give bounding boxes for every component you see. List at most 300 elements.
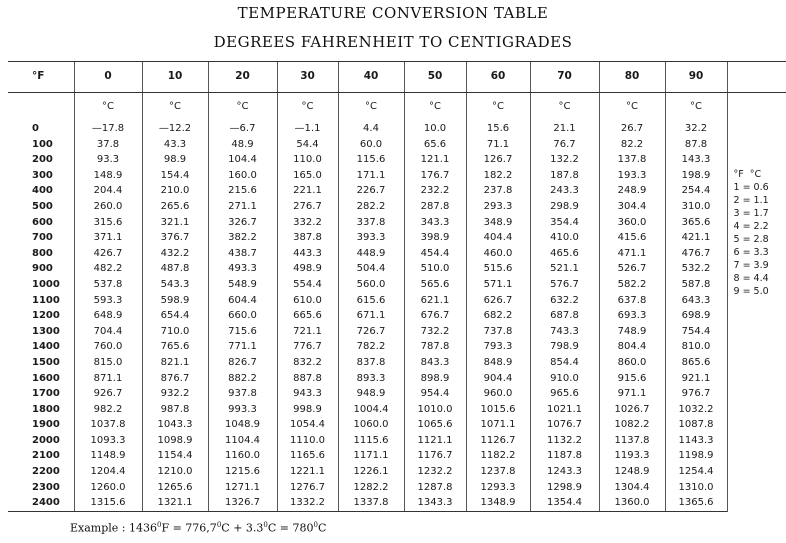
side-table-entry: 2 = 1.1 <box>733 195 769 206</box>
side-conversion-table <box>727 121 786 511</box>
celsius-value: 1276.7 <box>277 480 338 496</box>
celsius-value: 193.3 <box>599 168 665 184</box>
celsius-value: 215.6 <box>208 183 277 199</box>
celsius-value: 1215.6 <box>208 464 277 480</box>
table-row <box>8 137 786 153</box>
fahrenheit-value: 1000 <box>32 278 60 290</box>
celsius-value: 1176.7 <box>404 448 466 464</box>
celsius-value: 571.1 <box>466 277 530 293</box>
table-row <box>8 339 786 355</box>
celsius-value: 60.0 <box>338 137 404 153</box>
celsius-value: 115.6 <box>338 152 404 168</box>
celsius-value: 287.8 <box>404 199 466 215</box>
celsius-value: 1204.4 <box>74 464 142 480</box>
celsius-value: 1337.8 <box>338 495 404 511</box>
fahrenheit-value: 2100 <box>32 450 60 462</box>
degree-sup: 0 <box>263 521 268 529</box>
celsius-value: 765.6 <box>142 339 208 355</box>
fahrenheit-value: 600 <box>32 216 53 228</box>
celsius-value: 404.4 <box>466 230 530 246</box>
celsius-value: 821.1 <box>142 355 208 371</box>
celsius-value: 782.2 <box>338 339 404 355</box>
celsius-value: 1015.6 <box>466 402 530 418</box>
celsius-value: 854.4 <box>530 355 599 371</box>
table-subtitle: DEGREES FAHRENHEIT TO CENTIGRADES <box>213 33 573 51</box>
celsius-value: 943.3 <box>277 386 338 402</box>
celsius-value: 232.2 <box>404 183 466 199</box>
celsius-value: 410.0 <box>530 230 599 246</box>
celsius-value: 448.9 <box>338 246 404 262</box>
table-title: TEMPERATURE CONVERSION TABLE <box>237 4 549 22</box>
celsius-value: 582.2 <box>599 277 665 293</box>
table-row <box>8 480 786 496</box>
celsius-value: 471.1 <box>599 246 665 262</box>
celsius-value: 804.4 <box>599 339 665 355</box>
fahrenheit-value: 500 <box>32 200 53 212</box>
fahrenheit-value: 100 <box>32 138 53 150</box>
degree-sup: 0 <box>157 521 162 529</box>
celsius-value: 65.6 <box>404 137 466 153</box>
celsius-value: 1243.3 <box>530 464 599 480</box>
celsius-value: 515.6 <box>466 261 530 277</box>
celsius-value: 387.8 <box>277 230 338 246</box>
celsius-value: 343.3 <box>404 215 466 231</box>
celsius-value: 893.3 <box>338 371 404 387</box>
celsius-value: 1304.4 <box>599 480 665 496</box>
celsius-value: 493.3 <box>208 261 277 277</box>
celsius-value: 482.2 <box>74 261 142 277</box>
celsius-value: 721.1 <box>277 324 338 340</box>
celsius-value: 1310.0 <box>665 480 727 496</box>
celsius-value: 1298.9 <box>530 480 599 496</box>
fahrenheit-value: 400 <box>32 185 53 197</box>
celsius-value: 121.1 <box>404 152 466 168</box>
celsius-value: 593.3 <box>74 293 142 309</box>
celsius-value: 1154.4 <box>142 448 208 464</box>
example-suffix: C <box>317 521 327 535</box>
unit-label: °C <box>665 93 727 122</box>
unit-label: °C <box>74 93 142 122</box>
celsius-value: 54.4 <box>277 137 338 153</box>
celsius-value: 848.9 <box>466 355 530 371</box>
celsius-value: 682.2 <box>466 308 530 324</box>
celsius-value: —17.8 <box>74 121 142 137</box>
celsius-value: 1121.1 <box>404 433 466 449</box>
table-row <box>8 324 786 340</box>
celsius-value: 432.2 <box>142 246 208 262</box>
celsius-value: 460.0 <box>466 246 530 262</box>
side-table-entry: 6 = 3.3 <box>733 247 769 258</box>
celsius-value: 187.8 <box>530 168 599 184</box>
celsius-value: 1065.6 <box>404 417 466 433</box>
celsius-value: 221.1 <box>277 183 338 199</box>
celsius-value: 1060.0 <box>338 417 404 433</box>
celsius-value: 1315.6 <box>74 495 142 511</box>
celsius-value: 1148.9 <box>74 448 142 464</box>
fahrenheit-value: 900 <box>32 263 53 275</box>
table-row <box>8 371 786 387</box>
column-header: 30 <box>277 62 338 93</box>
celsius-value: 198.9 <box>665 168 727 184</box>
example-part: C + 3.3 <box>221 521 264 535</box>
celsius-value: 643.3 <box>665 293 727 309</box>
celsius-value: 937.8 <box>208 386 277 402</box>
celsius-value: 737.8 <box>466 324 530 340</box>
celsius-value: 1182.2 <box>466 448 530 464</box>
celsius-value: 348.9 <box>466 215 530 231</box>
celsius-value: 87.8 <box>665 137 727 153</box>
celsius-value: 932.2 <box>142 386 208 402</box>
celsius-value: 815.0 <box>74 355 142 371</box>
celsius-value: 915.6 <box>599 371 665 387</box>
celsius-value: 1343.3 <box>404 495 466 511</box>
table-row <box>8 448 786 464</box>
celsius-value: 1104.4 <box>208 433 277 449</box>
celsius-value: 165.0 <box>277 168 338 184</box>
celsius-value: 4.4 <box>338 121 404 137</box>
table-row <box>8 183 786 199</box>
column-header: 10 <box>142 62 208 93</box>
celsius-value: 1143.3 <box>665 433 727 449</box>
celsius-value: 1326.7 <box>208 495 277 511</box>
celsius-value: 1365.6 <box>665 495 727 511</box>
celsius-value: 132.2 <box>530 152 599 168</box>
celsius-value: 98.9 <box>142 152 208 168</box>
fahrenheit-value: 2000 <box>32 434 60 446</box>
celsius-value: 676.7 <box>404 308 466 324</box>
celsius-value: 454.4 <box>404 246 466 262</box>
celsius-value: 332.2 <box>277 215 338 231</box>
table-row <box>8 199 786 215</box>
celsius-value: 671.1 <box>338 308 404 324</box>
table-row <box>8 121 786 137</box>
celsius-value: 648.9 <box>74 308 142 324</box>
celsius-value: 1171.1 <box>338 448 404 464</box>
example-part: C = 780 <box>267 521 314 535</box>
celsius-value: 904.4 <box>466 371 530 387</box>
side-table-entry: 4 = 2.2 <box>733 221 769 232</box>
celsius-value: 237.8 <box>466 183 530 199</box>
celsius-value: 776.7 <box>277 339 338 355</box>
fahrenheit-value: 2400 <box>8 495 74 511</box>
celsius-value: 376.7 <box>142 230 208 246</box>
celsius-value: 626.7 <box>466 293 530 309</box>
example-prefix: Example : 1436 <box>70 521 157 535</box>
celsius-value: 1087.8 <box>665 417 727 433</box>
unit-label: °C <box>142 93 208 122</box>
fahrenheit-value: 1800 <box>32 403 60 415</box>
celsius-value: 871.1 <box>74 371 142 387</box>
celsius-value: 960.0 <box>466 386 530 402</box>
celsius-value: 637.8 <box>599 293 665 309</box>
celsius-value: 704.4 <box>74 324 142 340</box>
column-header: 90 <box>665 62 727 93</box>
celsius-value: 371.1 <box>74 230 142 246</box>
conversion-table <box>8 61 786 512</box>
celsius-value: 82.2 <box>599 137 665 153</box>
celsius-value: 860.0 <box>599 355 665 371</box>
celsius-value: 621.1 <box>404 293 466 309</box>
fahrenheit-value: 1700 <box>32 388 60 400</box>
celsius-value: 715.6 <box>208 324 277 340</box>
celsius-value: 1360.0 <box>599 495 665 511</box>
celsius-value: 148.9 <box>74 168 142 184</box>
side-table-header: °F °C <box>733 169 762 180</box>
celsius-value: 798.9 <box>530 339 599 355</box>
celsius-value: 393.3 <box>338 230 404 246</box>
unit-label: °C <box>466 93 530 122</box>
unit-label: °C <box>530 93 599 122</box>
celsius-value: 76.7 <box>530 137 599 153</box>
celsius-value: 1226.1 <box>338 464 404 480</box>
celsius-value: 315.6 <box>74 215 142 231</box>
celsius-value: 615.6 <box>338 293 404 309</box>
celsius-value: 987.8 <box>142 402 208 418</box>
celsius-value: 438.7 <box>208 246 277 262</box>
celsius-value: —6.7 <box>208 121 277 137</box>
celsius-value: 1210.0 <box>142 464 208 480</box>
celsius-value: 921.1 <box>665 371 727 387</box>
celsius-value: 910.0 <box>530 371 599 387</box>
celsius-value: 837.8 <box>338 355 404 371</box>
fahrenheit-value: 1900 <box>32 419 60 431</box>
celsius-value: 1004.4 <box>338 402 404 418</box>
celsius-value: 210.0 <box>142 183 208 199</box>
celsius-value: 1287.8 <box>404 480 466 496</box>
celsius-value: 1260.0 <box>74 480 142 496</box>
celsius-value: 604.4 <box>208 293 277 309</box>
celsius-value: 48.9 <box>208 137 277 153</box>
celsius-value: 1354.4 <box>530 495 599 511</box>
celsius-value: 32.2 <box>665 121 727 137</box>
fahrenheit-value: 1100 <box>32 294 60 306</box>
table-row <box>8 433 786 449</box>
side-table-entry: 7 = 3.9 <box>733 260 769 271</box>
celsius-value: 160.0 <box>208 168 277 184</box>
celsius-value: 143.3 <box>665 152 727 168</box>
side-table-entry: 9 = 5.0 <box>733 286 769 297</box>
fahrenheit-value: 1500 <box>32 356 60 368</box>
celsius-value: 560.0 <box>338 277 404 293</box>
unit-label: °C <box>404 93 466 122</box>
celsius-value: 1332.2 <box>277 495 338 511</box>
celsius-value: 304.4 <box>599 199 665 215</box>
celsius-value: 43.3 <box>142 137 208 153</box>
celsius-value: —12.2 <box>142 121 208 137</box>
fahrenheit-value: 1200 <box>32 310 60 322</box>
celsius-value: 337.8 <box>338 215 404 231</box>
celsius-value: 760.0 <box>74 339 142 355</box>
celsius-value: 510.0 <box>404 261 466 277</box>
celsius-value: 354.4 <box>530 215 599 231</box>
celsius-value: 1026.7 <box>599 402 665 418</box>
fahrenheit-value: 700 <box>32 232 53 244</box>
celsius-value: —1.1 <box>277 121 338 137</box>
celsius-value: 226.7 <box>338 183 404 199</box>
unit-row <box>8 93 786 122</box>
celsius-value: 554.4 <box>277 277 338 293</box>
celsius-value: 565.6 <box>404 277 466 293</box>
celsius-value: 1110.0 <box>277 433 338 449</box>
celsius-value: 1126.7 <box>466 433 530 449</box>
celsius-value: 1115.6 <box>338 433 404 449</box>
celsius-value: 954.4 <box>404 386 466 402</box>
table-row <box>8 355 786 371</box>
fahrenheit-value: 2300 <box>32 481 60 493</box>
celsius-value: 326.7 <box>208 215 277 231</box>
table-row <box>8 168 786 184</box>
celsius-value: 526.7 <box>599 261 665 277</box>
celsius-value: 1043.3 <box>142 417 208 433</box>
table-row <box>8 230 786 246</box>
celsius-value: 1048.9 <box>208 417 277 433</box>
unit-row-spacer <box>8 93 74 122</box>
celsius-value: 360.0 <box>599 215 665 231</box>
celsius-value: 21.1 <box>530 121 599 137</box>
celsius-value: 632.2 <box>530 293 599 309</box>
celsius-value: 93.3 <box>74 152 142 168</box>
celsius-value: 282.2 <box>338 199 404 215</box>
fahrenheit-value: 1400 <box>32 341 60 353</box>
table-row <box>8 308 786 324</box>
celsius-value: 1187.8 <box>530 448 599 464</box>
celsius-value: 660.0 <box>208 308 277 324</box>
celsius-value: 443.3 <box>277 246 338 262</box>
celsius-value: 37.8 <box>74 137 142 153</box>
table-row <box>8 386 786 402</box>
celsius-value: 598.9 <box>142 293 208 309</box>
celsius-value: 126.7 <box>466 152 530 168</box>
degree-sup: 0 <box>216 521 222 529</box>
celsius-value: 171.1 <box>338 168 404 184</box>
celsius-value: 982.2 <box>74 402 142 418</box>
example-note <box>70 521 326 535</box>
celsius-value: 1054.4 <box>277 417 338 433</box>
celsius-value: 248.9 <box>599 183 665 199</box>
celsius-value: 1093.3 <box>74 433 142 449</box>
celsius-value: 826.7 <box>208 355 277 371</box>
table-row <box>8 417 786 433</box>
side-table-entry: 5 = 2.8 <box>733 234 769 245</box>
celsius-value: 543.3 <box>142 277 208 293</box>
fahrenheit-value: 1600 <box>32 372 60 384</box>
celsius-value: 1037.8 <box>74 417 142 433</box>
celsius-value: 137.8 <box>599 152 665 168</box>
celsius-value: 948.9 <box>338 386 404 402</box>
celsius-value: 1165.6 <box>277 448 338 464</box>
celsius-value: 254.4 <box>665 183 727 199</box>
celsius-value: 1321.1 <box>142 495 208 511</box>
column-header: 60 <box>466 62 530 93</box>
celsius-value: 1076.7 <box>530 417 599 433</box>
celsius-value: 293.3 <box>466 199 530 215</box>
celsius-value: 993.3 <box>208 402 277 418</box>
celsius-value: 1348.9 <box>466 495 530 511</box>
celsius-value: 71.1 <box>466 137 530 153</box>
degree-sup: 0 <box>313 521 318 529</box>
celsius-value: 976.7 <box>665 386 727 402</box>
table-row <box>8 402 786 418</box>
celsius-value: 576.7 <box>530 277 599 293</box>
celsius-value: 1221.1 <box>277 464 338 480</box>
column-header: 20 <box>208 62 277 93</box>
celsius-value: 1098.9 <box>142 433 208 449</box>
fahrenheit-value: 1300 <box>32 325 60 337</box>
celsius-value: 398.9 <box>404 230 466 246</box>
column-header: 40 <box>338 62 404 93</box>
fahrenheit-value: 2200 <box>32 466 60 478</box>
celsius-value: 882.2 <box>208 371 277 387</box>
celsius-value: 1282.2 <box>338 480 404 496</box>
celsius-value: 832.2 <box>277 355 338 371</box>
unit-label: °C <box>277 93 338 122</box>
celsius-value: 498.9 <box>277 261 338 277</box>
celsius-value: 276.7 <box>277 199 338 215</box>
column-header: 0 <box>74 62 142 93</box>
celsius-value: 521.1 <box>530 261 599 277</box>
celsius-value: 504.4 <box>338 261 404 277</box>
unit-label: °C <box>338 93 404 122</box>
table-row <box>8 152 786 168</box>
celsius-value: 1071.1 <box>466 417 530 433</box>
celsius-value: 687.8 <box>530 308 599 324</box>
celsius-value: 415.6 <box>599 230 665 246</box>
celsius-value: 1198.9 <box>665 448 727 464</box>
side-table-entry: 8 = 4.4 <box>733 273 769 284</box>
celsius-value: 1160.0 <box>208 448 277 464</box>
celsius-value: 265.6 <box>142 199 208 215</box>
celsius-value: 754.4 <box>665 324 727 340</box>
celsius-value: 176.7 <box>404 168 466 184</box>
celsius-value: 1293.3 <box>466 480 530 496</box>
column-header: 70 <box>530 62 599 93</box>
celsius-value: 810.0 <box>665 339 727 355</box>
celsius-value: 743.3 <box>530 324 599 340</box>
celsius-value: 787.8 <box>404 339 466 355</box>
celsius-value: 1021.1 <box>530 402 599 418</box>
celsius-value: 421.1 <box>665 230 727 246</box>
celsius-value: 154.4 <box>142 168 208 184</box>
celsius-value: 298.9 <box>530 199 599 215</box>
table-row <box>8 261 786 277</box>
celsius-value: 1137.8 <box>599 433 665 449</box>
celsius-value: 1237.8 <box>466 464 530 480</box>
celsius-value: 654.4 <box>142 308 208 324</box>
unit-label: °C <box>208 93 277 122</box>
celsius-value: 971.1 <box>599 386 665 402</box>
celsius-value: 104.4 <box>208 152 277 168</box>
celsius-value: 1271.1 <box>208 480 277 496</box>
celsius-value: 271.1 <box>208 199 277 215</box>
celsius-value: 793.3 <box>466 339 530 355</box>
table-row <box>8 277 786 293</box>
celsius-value: 865.6 <box>665 355 727 371</box>
celsius-value: 321.1 <box>142 215 208 231</box>
unit-label: °C <box>599 93 665 122</box>
celsius-value: 698.9 <box>665 308 727 324</box>
column-header: 50 <box>404 62 466 93</box>
celsius-value: 365.6 <box>665 215 727 231</box>
celsius-value: 10.0 <box>404 121 466 137</box>
celsius-value: 771.1 <box>208 339 277 355</box>
celsius-value: 1265.6 <box>142 480 208 496</box>
celsius-value: 1010.0 <box>404 402 466 418</box>
celsius-value: 310.0 <box>665 199 727 215</box>
celsius-value: 610.0 <box>277 293 338 309</box>
side-unit-spacer <box>727 93 786 122</box>
celsius-value: 182.2 <box>466 168 530 184</box>
table-row <box>8 495 786 511</box>
